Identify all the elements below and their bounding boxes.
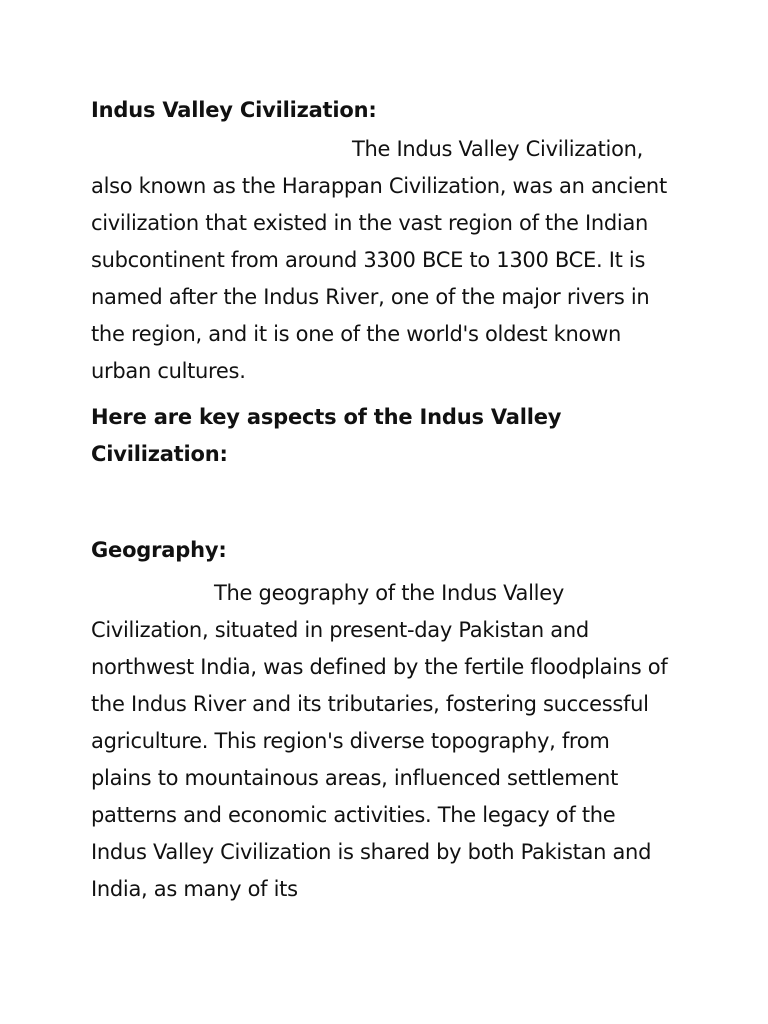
document-content (91, 92, 676, 908)
geography-paragraph: The geography of the Indus Valley Civilization, situated in present-day Pakistan and northwest India, was defined by the fertile floodplains of the Indus River and its tributaries, fostering successful agriculture. This region's diverse topography, from plains to mountainous areas, influenced settlement patterns and economic activities. The legacy of the Indus Valley Civilization is shared by both Pakistan and India, as many of its (91, 581, 668, 901)
key-aspects-heading: Here are key aspects of the Indus Valley Civilization: (91, 405, 562, 466)
intro-paragraph: The Indus Valley Civilization, also known as the Harappan Civilization, was an ancient civilization that existed in the vast region of the Indian subcontinent from around 3300 BCE to 1300 BCE. It is named after the Indus River, one of the major rivers in the region, and it is one of the world's oldest known urban cultures. (91, 137, 667, 383)
section-heading-indus-valley: Indus Valley Civilization: (91, 98, 377, 122)
geography-heading: Geography: (91, 538, 227, 562)
